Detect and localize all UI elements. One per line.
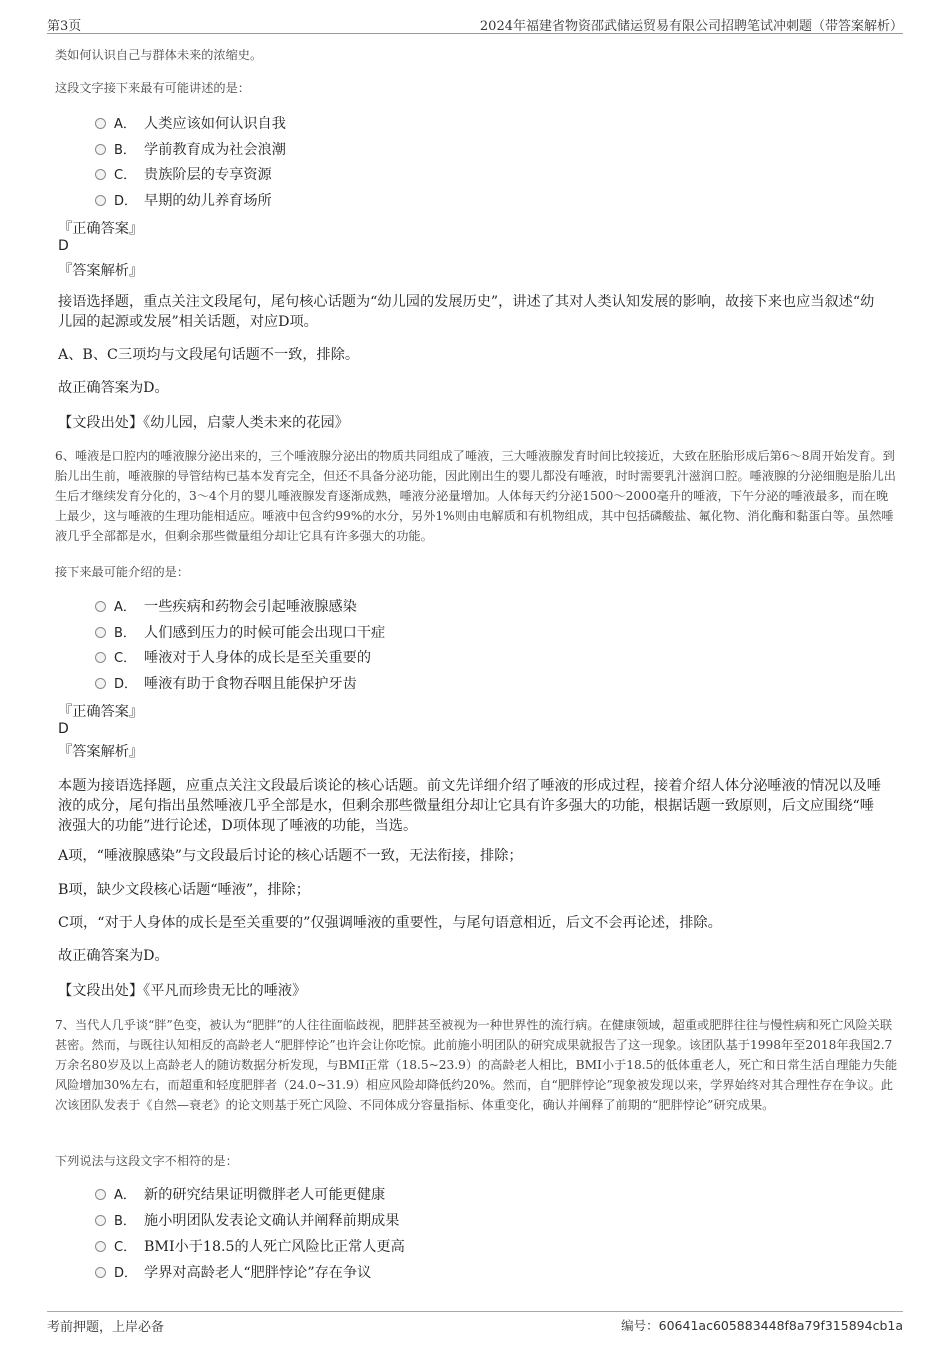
- page-header: [47, 14, 903, 34]
- page-number: 第3页: [47, 19, 82, 34]
- q5-option-b[interactable]: B． 学前教育成为社会浪潮: [95, 139, 286, 161]
- q6-option-c[interactable]: C． 唾液对于人身体的成长是至关重要的: [95, 647, 371, 669]
- radio-icon[interactable]: [95, 118, 106, 129]
- q7-option-d[interactable]: D． 学界对高龄老人“肥胖悖论”存在争议: [95, 1262, 371, 1284]
- radio-icon[interactable]: [95, 678, 106, 689]
- q5-stem-tail: 类如何认识自己与群体未来的浓缩史。: [55, 48, 263, 62]
- document-id: 编号：60641ac605883448f8a79f315894cb1a: [621, 1318, 903, 1333]
- q5-source: 【文段出处】《幼儿园，启蒙人类未来的花园》: [58, 415, 349, 431]
- q6-answer: D: [58, 721, 69, 737]
- q7-stem: 7、当代人几乎谈“胖”色变，被认为“肥胖”的人往往面临歧视，肥胖甚至被视为一种世界性的流行病。在健康领域，超重或肥胖往往与慢性病和死亡风险关联甚密。然而，与既往认知相反的高龄老人“肥胖悖论”也许会让你吃惊。此前施小明团队的研究成果就报告了这一现象。该团队基于1998年至2018年我国2.7万余名80岁及以上高龄老人的随访数据分析发现，与BMI正常（18.5~23.9）的高龄老人相比，BMI小于18.5的低体重老人，死亡和日常生活自理能力失能风险增加30%左右，而超重和轻度肥胖者（24.0~31.9）相应风险却降低约20%。然而，自“肥胖悖论”现象被发现以来，学界始终对其合理性存在争议。此次该团队发表于《自然—衰老》的论文则基于死亡风险、不同体成分容量指标、体重变化，确认并阐释了前期的“肥胖悖论”研究成果。: [55, 1018, 898, 1112]
- q7-prompt: 下列说法与这段文字不相符的是：: [55, 1154, 238, 1168]
- q6-analysis-1: 本题为接语选择题，应重点关注文段最后谈论的核心话题。前文先详细介绍了唾液的形成过程，接着介绍人体分泌唾液的情况以及唾液的成分，尾句指出虽然唾液几乎全部是水，但剩余那些微量组分却让它具有许多强大的功能，根据话题一致原则，后文应围绕“唾液强大的功能”进行论述，D项体现了唾液的功能，当选。: [58, 778, 881, 834]
- q5-analysis-2: A、B、C三项均与文段尾句话题不一致，排除。: [58, 347, 360, 363]
- q6-stem: 6、唾液是口腔内的唾液腺分泌出来的，三个唾液腺分泌出的物质共同组成了唾液，三大唾液腺发育时间比较接近，大致在胚胎形成后第6～8周开始发育。到胎儿出生前，唾液腺的导管结构已基本发育完全，但还不具备分泌功能，因此刚出生的婴儿都没有唾液，时时需要乳汁滋润口腔。唾液腺的分泌细胞是胎儿出生后才继续发育分化的，3～4个月的婴儿唾液腺发育逐渐成熟，唾液分泌量增加。人体每天约分泌1500～2000毫升的唾液，下午分泌的唾液最多，而在晚上最少，这与唾液的生理功能相适应。唾液中包含约99%的水分，另外1%则由电解质和有机物组成，其中包括磷酸盐、氟化物、消化酶和黏蛋白等。虽然唾液几乎全部都是水，但剩余那些微量组分却让它具有许多强大的功能。: [55, 449, 896, 543]
- q6-analysis-label: 『答案解析』: [58, 744, 144, 760]
- radio-icon[interactable]: [95, 652, 106, 663]
- q5-answer: D: [58, 238, 69, 254]
- radio-icon[interactable]: [95, 169, 106, 180]
- q6-analysis-2: A项，“唾液腺感染”与文段最后讨论的核心话题不一致，无法衔接，排除；: [58, 848, 523, 864]
- q7-option-c[interactable]: C． BMI小于18.5的人死亡风险比正常人更高: [95, 1236, 405, 1258]
- q5-option-c[interactable]: C． 贵族阶层的专享资源: [95, 164, 272, 186]
- q6-source: 【文段出处】《平凡而珍贵无比的唾液》: [58, 983, 307, 999]
- page-footer: [47, 1311, 903, 1335]
- radio-icon[interactable]: [95, 1241, 106, 1252]
- q5-option-d[interactable]: D． 早期的幼儿养育场所: [95, 190, 272, 212]
- q5-answer-label: 『正确答案』: [58, 221, 144, 237]
- q5-analysis-1: 接语选择题，重点关注文段尾句，尾句核心话题为“幼儿园的发展历史”，讲述了其对人类认知发展的影响，故接下来也应当叙述“幼儿园的起源或发展”相关话题，对应D项。: [58, 294, 875, 330]
- radio-icon[interactable]: [95, 1267, 106, 1278]
- q6-analysis-4: C项，“对于人身体的成长是至关重要的”仅强调唾液的重要性，与尾句语意相近，后文不会再论述，排除。: [58, 915, 722, 931]
- q7-option-a[interactable]: A． 新的研究结果证明微胖老人可能更健康: [95, 1184, 385, 1206]
- q7-option-b[interactable]: B． 施小明团队发表论文确认并阐释前期成果: [95, 1210, 399, 1232]
- q6-option-a[interactable]: A． 一些疾病和药物会引起唾液腺感染: [95, 596, 357, 618]
- radio-icon[interactable]: [95, 144, 106, 155]
- q6-analysis-5: 故正确答案为D。: [58, 948, 169, 964]
- document-title: 2024年福建省物资邵武储运贸易有限公司招聘笔试冲刺题（带答案解析）: [479, 19, 903, 34]
- q5-option-a[interactable]: A． 人类应该如何认识自我: [95, 113, 286, 135]
- radio-icon[interactable]: [95, 627, 106, 638]
- q6-analysis-3: B项，缺少文段核心话题“唾液”，排除；: [58, 882, 310, 898]
- radio-icon[interactable]: [95, 1189, 106, 1200]
- footer-slogan: 考前押题，上岸必备: [47, 1320, 165, 1335]
- q6-option-b[interactable]: B． 人们感到压力的时候可能会出现口干症: [95, 622, 385, 644]
- q6-prompt: 接下来最可能介绍的是：: [55, 565, 190, 579]
- radio-icon[interactable]: [95, 1215, 106, 1226]
- q5-analysis-3: 故正确答案为D。: [58, 380, 169, 396]
- radio-icon[interactable]: [95, 601, 106, 612]
- q5-prompt: 这段文字接下来最有可能讲述的是：: [55, 81, 250, 95]
- q6-option-d[interactable]: D． 唾液有助于食物吞咽且能保护牙齿: [95, 673, 357, 695]
- radio-icon[interactable]: [95, 195, 106, 206]
- q5-analysis-label: 『答案解析』: [58, 263, 144, 279]
- q6-answer-label: 『正确答案』: [58, 704, 144, 720]
